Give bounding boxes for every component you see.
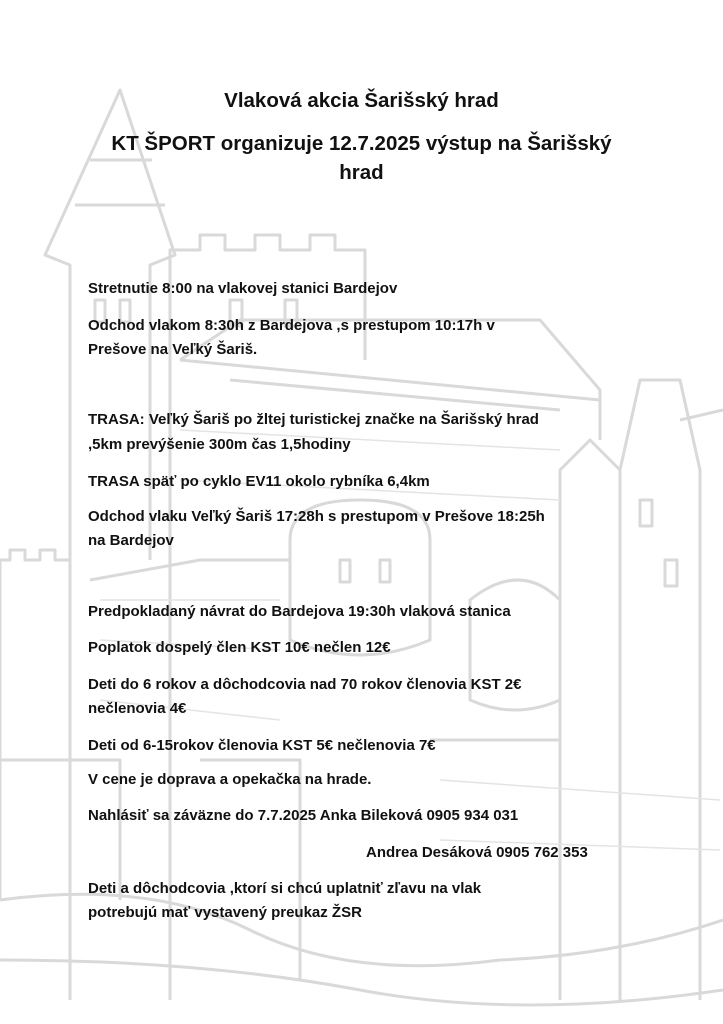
fee-youth-text: Deti od 6-15rokov členovia KST 5€ nečlenovia 7€ [88, 737, 436, 754]
title-line-1: Vlaková akcia Šarišský hrad [224, 89, 499, 112]
route-text-1: TRASA: Veľký Šariš po žltej turistickej značke na Šarišský hrad [88, 411, 539, 428]
included-text: V cene je doprava a opekačka na hrade. [88, 771, 372, 788]
discount-text-1: Deti a dôchodcovia ,ktorí si chcú uplatniť zľavu na vlak [88, 880, 482, 897]
route-back-text: TRASA späť po cyklo EV11 okolo rybníka 6,4km [88, 473, 430, 490]
fee-children-text-1: Deti do 6 rokov a dôchodcovia nad 70 rokov členovia KST 2€ [88, 676, 522, 693]
departure-text-1: Odchod vlakom 8:30h z Bardejova ,s prestupom 10:17h v [88, 317, 495, 334]
title-line-3: hrad [339, 161, 384, 184]
departure-text-2: Prešove na Veľký Šariš. [88, 341, 258, 358]
expected-return-text: Predpokladaný návrat do Bardejova 19:30h vlaková stanica [88, 603, 511, 620]
return-train-text-1: Odchod vlaku Veľký Šariš 17:28h s prestupom v Prešove 18:25h [88, 508, 545, 525]
registration-text: Nahlásiť sa záväzne do 7.7.2025 Anka Bileková 0905 934 031 [88, 807, 519, 824]
meeting-text: Stretnutie 8:00 na vlakovej stanici Bardejov [88, 280, 398, 297]
discount-text-2: potrebujú mať vystavený preukaz ŽSR [88, 904, 362, 921]
registration-contact-2: Andrea Desáková 0905 762 353 [366, 844, 588, 861]
route-text-2: ,5km prevýšenie 300m čas 1,5hodiny [88, 436, 351, 453]
fee-children-text-2: nečlenovia 4€ [88, 700, 187, 717]
return-train-text-2: na Bardejov [88, 532, 174, 549]
fee-adult-text: Poplatok dospelý člen KST 10€ nečlen 12€ [88, 639, 391, 656]
title-line-2: KT ŠPORT organizuje 12.7.2025 výstup na Šarišský [111, 132, 612, 155]
